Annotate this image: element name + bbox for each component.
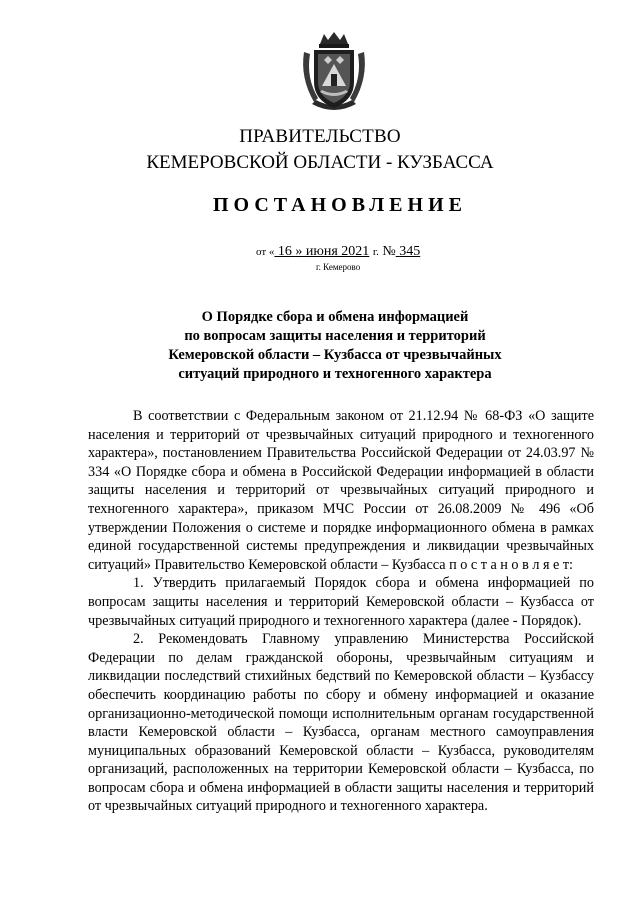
number-label: №	[382, 244, 396, 259]
body-paragraph: В соответствии с Федеральным законом от 21.12.94 № 68-ФЗ «О защите населения и территорий от чрезвычайных ситуаций природного и техногенного характера», постановлением Правительства Российской Федерации от 24.03.97 № 334 «О Порядке сбора и обмена в Российской Федерации информацией в области защиты населения и территорий от чрезвычайных ситуаций природного и техногенного характера», приказом МЧС России от 26.08.2009 № 496 «Об утверждении Положения о системе и порядке информационного обмена в рамках единой государственной системы предупреждения и ликвидации чрезвычайных ситуаций» Правительство Кемеровской области – Кузбасса п о с т а н о в л я е т:	[88, 408, 594, 573]
title-line: О Порядке сбора и обмена информацией	[201, 309, 469, 325]
document-title	[0, 308, 640, 384]
date-year-suffix: г.	[372, 246, 379, 258]
title-line: по вопросам защиты населения и территорий	[184, 328, 486, 344]
city-label: г. Кемерово	[316, 262, 361, 272]
government-name-line2: КЕМЕРОВСКОЙ ОБЛАСТИ - КУЗБАССА	[146, 152, 494, 173]
document-type-heading: ПОСТАНОВЛЕНИЕ	[213, 194, 467, 216]
document-number: 345	[399, 244, 421, 259]
date-day: 16 » июня 2021	[277, 244, 370, 259]
title-line: ситуаций природного и техногенного характера	[178, 366, 492, 382]
body-paragraph: 2. Рекомендовать Главному управлению Министерства Российской Федерации по делам гражданской обороны, чрезвычайным ситуациям и ликвидации последствий стихийных бедствий по Кемеровской области – Кузбассу обеспечить координацию работы по сбору и обмену информацией и оказание организационно-методической помощи исполнительным органам государственной власти Кемеровской области – Кузбасса, органам местного самоуправления муниципальных образований Кемеровской области – Кузбасса, руководителям организаций, расположенных на территории Кемеровской области – Кузбасса, по вопросам сбора и обмена информацией в области защиты населения и территорий от чрезвычайных ситуаций природного и техногенного характера.	[88, 631, 594, 815]
document-body	[88, 407, 594, 816]
coat-of-arms-icon	[298, 30, 370, 114]
body-paragraph: 1. Утвердить прилагаемый Порядок сбора и обмена информацией по вопросам защиты населения и территорий Кемеровской области – Кузбасса от чрезвычайных ситуаций природного и техногенного характера (далее - Порядок).	[88, 575, 594, 629]
government-name-line1: ПРАВИТЕЛЬСТВО	[239, 126, 401, 147]
date-prefix: от «	[256, 246, 275, 258]
document-date-line	[256, 244, 420, 260]
title-line: Кемеровской области – Кузбасса от чрезвычайных	[168, 347, 502, 363]
